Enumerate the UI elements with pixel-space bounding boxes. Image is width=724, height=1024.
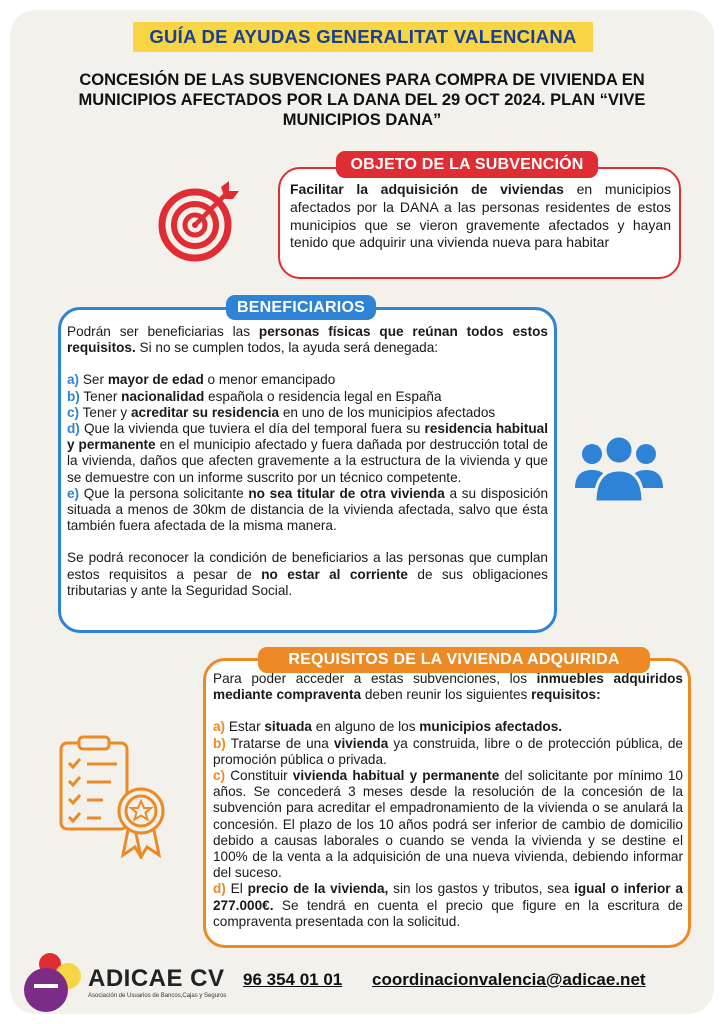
beneficiarios-text — [67, 324, 548, 599]
objeto-heading: OBJETO DE LA SUBVENCIÓN — [336, 151, 598, 178]
adicae-logo-icon — [20, 950, 86, 1016]
page-title: CONCESIÓN DE LAS SUBVENCIONES PARA COMPRA DE VIVIENDA EN MUNICIPIOS AFECTADOS POR LA DANA DEL 29 OCT 2024. PLAN “VIVE MUNICIPIOS DANA” — [78, 71, 646, 129]
beneficiarios-intro: Podrán ser beneficiarias las personas físicas que reúnan todos estos requisitos. Si no se cumplen todos, la ayuda será denegada: — [67, 324, 548, 356]
requisitos-text — [213, 671, 683, 930]
requisitos-heading: REQUISITOS DE LA VIVIENDA ADQUIRIDA — [258, 647, 650, 673]
beneficiario-req-c: c) Tener y acreditar su residencia en uno de los municipios afectados — [67, 404, 496, 420]
vivienda-req-c: c) Constituir vivienda habitual y permanente del solicitante por mínimo 10 años. Se concederá 3 meses desde la resolución de la concesión de la subvención para acreditar el empadronamiento de la vivienda o se anulará la concesión. El plazo de los 10 años podrá ser inferior de cambio de domicilio debido a causas laborales o cuando se venda la vivienda y se destine el 100% de la venta a la adquisición de una nueva vivienda, debiendo informar del suceso. — [213, 768, 683, 881]
email-link[interactable]: coordinacionvalencia@adicae.net — [372, 970, 646, 989]
objeto-bold: Facilitar la adquisición de viviendas — [290, 181, 564, 197]
beneficiario-req-a: a) Ser mayor de edad o menor emancipado — [67, 372, 336, 388]
checklist-award-icon — [55, 733, 167, 859]
vivienda-req-a: a) Estar situada en alguno de los municipios afectados. — [213, 719, 563, 735]
beneficiarios-final: Se podrá reconocer la condición de beneficiarios a las personas que cumplan estos requisitos a pesar de no estar al corriente de sus obligaciones tributarias y ante la Seguridad Social. — [67, 550, 548, 598]
vivienda-req-b: b) Tratarse de una vivienda ya construida, libre o de protección pública, de promoción pública o privada. — [213, 735, 683, 767]
brand-subtitle: Asociación de Usuarios de Bancos,Cajas y Seguros — [88, 993, 227, 999]
brand-name: ADICAE CV — [88, 965, 225, 992]
beneficiario-req-d: d) Que la vivienda que tuviera el día del temporal fuera su residencia habitual y permanente en el municipio afectado y fuera dañada por destrucción total de la vivienda, daños que afecten gravemente a la estructura de la vivienda y que se demuestre con un informe suscrito por un técnico competente. — [67, 421, 548, 485]
vivienda-req-d: d) El precio de la vivienda, sin los gastos y tributos, sea igual o inferior a 277.000€. Se tendrá en cuenta el precio que figure en la escritura de compraventa presentada con la solicitud. — [213, 881, 683, 929]
target-icon — [155, 177, 245, 267]
objeto-text — [290, 181, 671, 252]
beneficiarios-heading: BENEFICIARIOS — [226, 295, 376, 320]
requisitos-intro: Para poder acceder a estas subvenciones, los inmuebles adquiridos mediante compraventa deben reunir los siguientes requisitos: — [213, 671, 683, 703]
beneficiario-req-b: b) Tener nacionalidad española o residencia legal en España — [67, 388, 442, 404]
beneficiario-req-e: e) Que la persona solicitante no sea titular de otra vivienda a su disposición situada a menos de 30km de distancia de la vivienda afectada, salvo que ésta también fuera afectada de la misma manera. — [67, 485, 548, 534]
users-group-icon — [573, 432, 665, 504]
guide-tag: GUÍA DE AYUDAS GENERALITAT VALENCIANA — [133, 22, 593, 52]
phone-link[interactable]: 96 354 01 01 — [243, 970, 343, 989]
objeto-rest: en municipios afectados por la DANA a las personas residentes de estos municipios que se vieron gravemente afectados y hayan tenido que adquirir una vivienda nueva para habitar — [290, 181, 671, 251]
